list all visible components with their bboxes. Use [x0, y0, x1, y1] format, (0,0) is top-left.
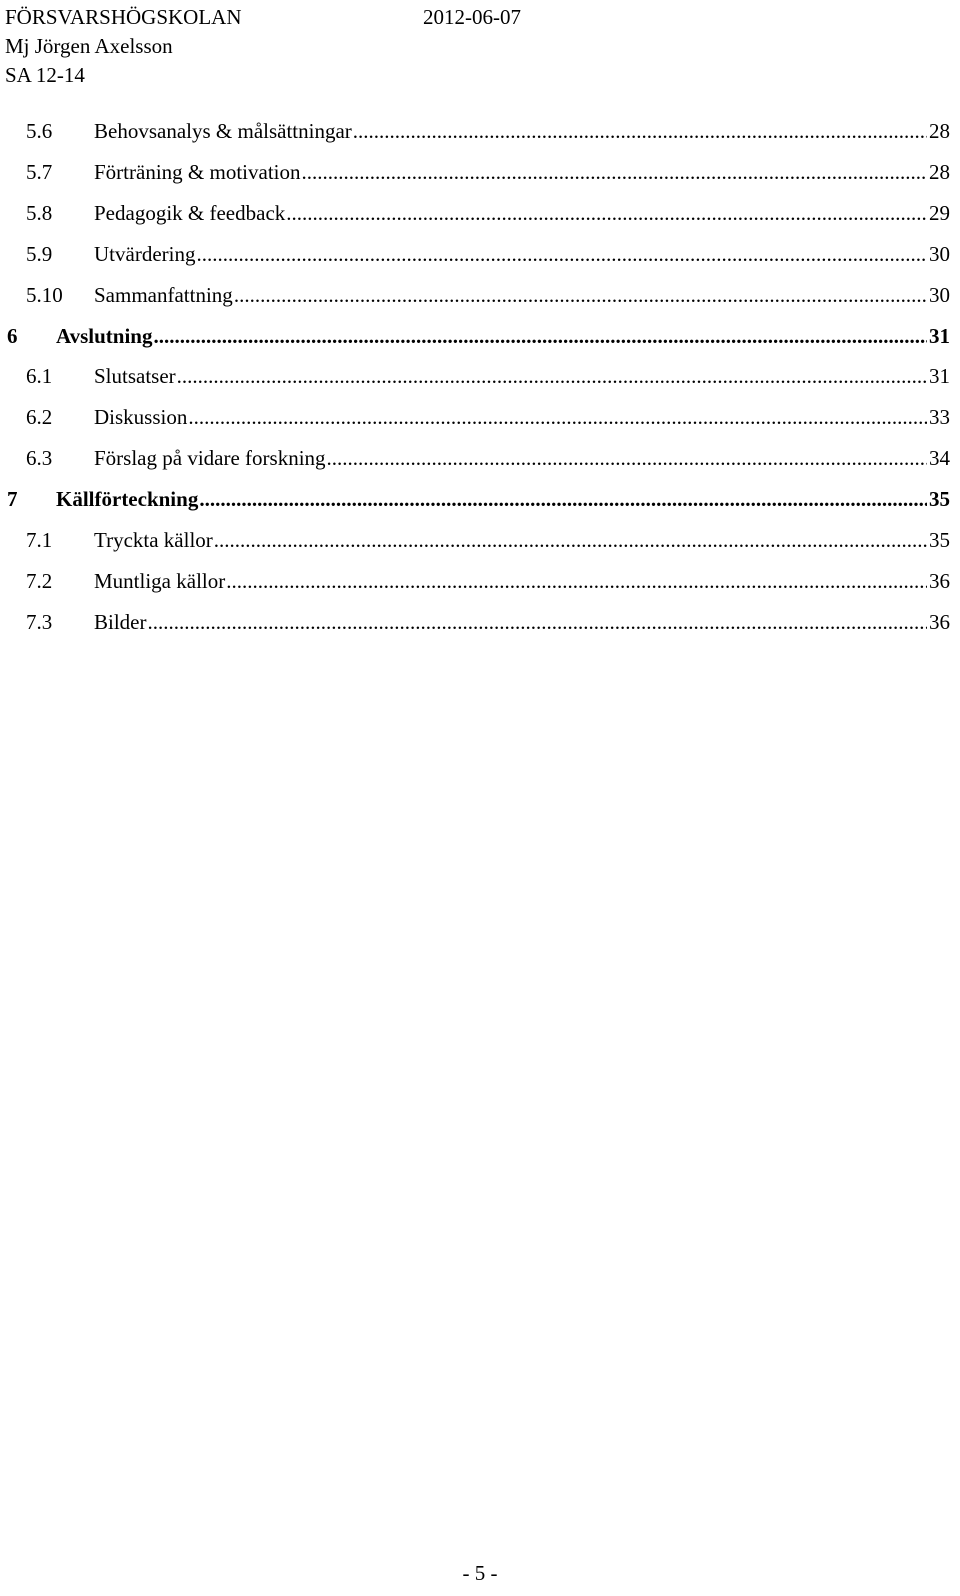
toc-entry-line: [94, 525, 950, 555]
toc-entry-title: Muntliga källor: [94, 568, 226, 593]
toc-entry-line: [94, 198, 950, 228]
toc-entry-title: Pedagogik & feedback: [94, 200, 286, 225]
toc-entry-page: 28: [929, 119, 950, 143]
toc-entry-line: [94, 443, 950, 473]
toc-entry[interactable]: [0, 607, 960, 637]
toc-dot-leader: [286, 198, 927, 228]
header-course: SA 12-14: [5, 63, 85, 87]
toc-entry-line: [94, 239, 950, 269]
toc-entry-number: 7: [7, 487, 18, 512]
toc-entry-title: Förträning & motivation: [94, 159, 301, 184]
toc-entry-page: 31: [929, 364, 950, 389]
toc-entry[interactable]: [0, 198, 960, 228]
toc-entry-title: Slutsatser: [94, 364, 176, 389]
page-number: - 5 -: [462, 1561, 498, 1585]
toc-entry-line: [94, 402, 950, 432]
toc-dot-leader: [226, 566, 927, 596]
toc-entry-title: Sammanfattning: [94, 282, 233, 307]
toc-entry-number: 6.3: [26, 446, 53, 471]
toc-dot-leader: [196, 239, 927, 269]
toc-entry-number: 6.2: [26, 405, 53, 430]
toc-entry-line: [56, 484, 950, 514]
toc-entry-line: [94, 361, 950, 391]
toc-entry-number: 7.2: [26, 568, 53, 593]
toc-entry-page: 35: [929, 487, 950, 512]
toc-dot-leader: [153, 321, 927, 351]
toc-entry-page: 28: [929, 159, 950, 184]
toc-entry-title: Bilder: [94, 609, 147, 634]
toc-entry-title: Behovsanalys & målsättningar: [94, 119, 352, 143]
toc-dot-leader: [188, 402, 927, 432]
toc-entry[interactable]: [0, 280, 960, 310]
toc-entry-line: [94, 280, 950, 310]
toc-entry[interactable]: [0, 525, 960, 555]
toc-dot-leader: [327, 443, 927, 473]
toc-entry-number: 5.8: [26, 200, 53, 225]
toc-entry[interactable]: [0, 566, 960, 596]
toc-entry[interactable]: [0, 321, 960, 351]
toc-entry[interactable]: [0, 443, 960, 473]
toc-entry-title: Utvärdering: [94, 241, 196, 266]
toc-entry-line: [94, 116, 950, 146]
toc-entry-number: 5.10: [26, 282, 63, 307]
toc-entry-line: [94, 157, 950, 187]
toc-entry-title: Källförteckning: [56, 487, 199, 512]
toc-entry-title: Förslag på vidare forskning: [94, 446, 326, 471]
toc-entry-page: 36: [929, 609, 950, 634]
toc-entry-page: 30: [929, 282, 950, 307]
toc-entry-page: 33: [929, 405, 950, 430]
toc-entry-page: 36: [929, 568, 950, 593]
toc-entry-number: 6: [7, 323, 18, 348]
toc-dot-leader: [177, 361, 927, 391]
toc-entry-number: 5.6: [26, 119, 53, 143]
toc-entry[interactable]: [0, 116, 960, 146]
toc-dot-leader: [148, 607, 928, 637]
toc-entry-line: [56, 321, 950, 351]
toc-entry[interactable]: [0, 157, 960, 187]
toc-entry-page: 34: [929, 446, 950, 471]
toc-dot-leader: [199, 484, 927, 514]
header-date: 2012-06-07: [423, 5, 521, 29]
toc-entry-page: 30: [929, 241, 950, 266]
toc-entry[interactable]: [0, 484, 960, 514]
toc-entry[interactable]: [0, 402, 960, 432]
toc-entry-line: [94, 566, 950, 596]
toc-entry-number: 7.3: [26, 609, 53, 634]
toc-entry-page: 31: [929, 323, 950, 348]
toc-entry-line: [94, 607, 950, 637]
header-author: Mj Jörgen Axelsson: [5, 34, 173, 58]
toc-dot-leader: [234, 280, 927, 310]
toc-entry-number: 7.1: [26, 528, 53, 552]
header-school: FÖRSVARSHÖGSKOLAN: [5, 5, 242, 29]
toc-entry[interactable]: [0, 361, 960, 391]
toc-dot-leader: [214, 525, 927, 555]
toc-entry-title: Tryckta källor: [94, 528, 213, 552]
toc-entry[interactable]: [0, 239, 960, 269]
toc-dot-leader: [353, 116, 927, 146]
toc-entry-title: Diskussion: [94, 405, 188, 430]
toc-entry-number: 5.7: [26, 159, 53, 184]
toc-entry-number: 5.9: [26, 241, 53, 266]
toc-entry-title: Avslutning: [56, 323, 153, 348]
toc-entry-page: 35: [929, 528, 950, 552]
toc-entry-number: 6.1: [26, 364, 53, 389]
toc-entry-page: 29: [929, 200, 950, 225]
toc-dot-leader: [301, 157, 927, 187]
